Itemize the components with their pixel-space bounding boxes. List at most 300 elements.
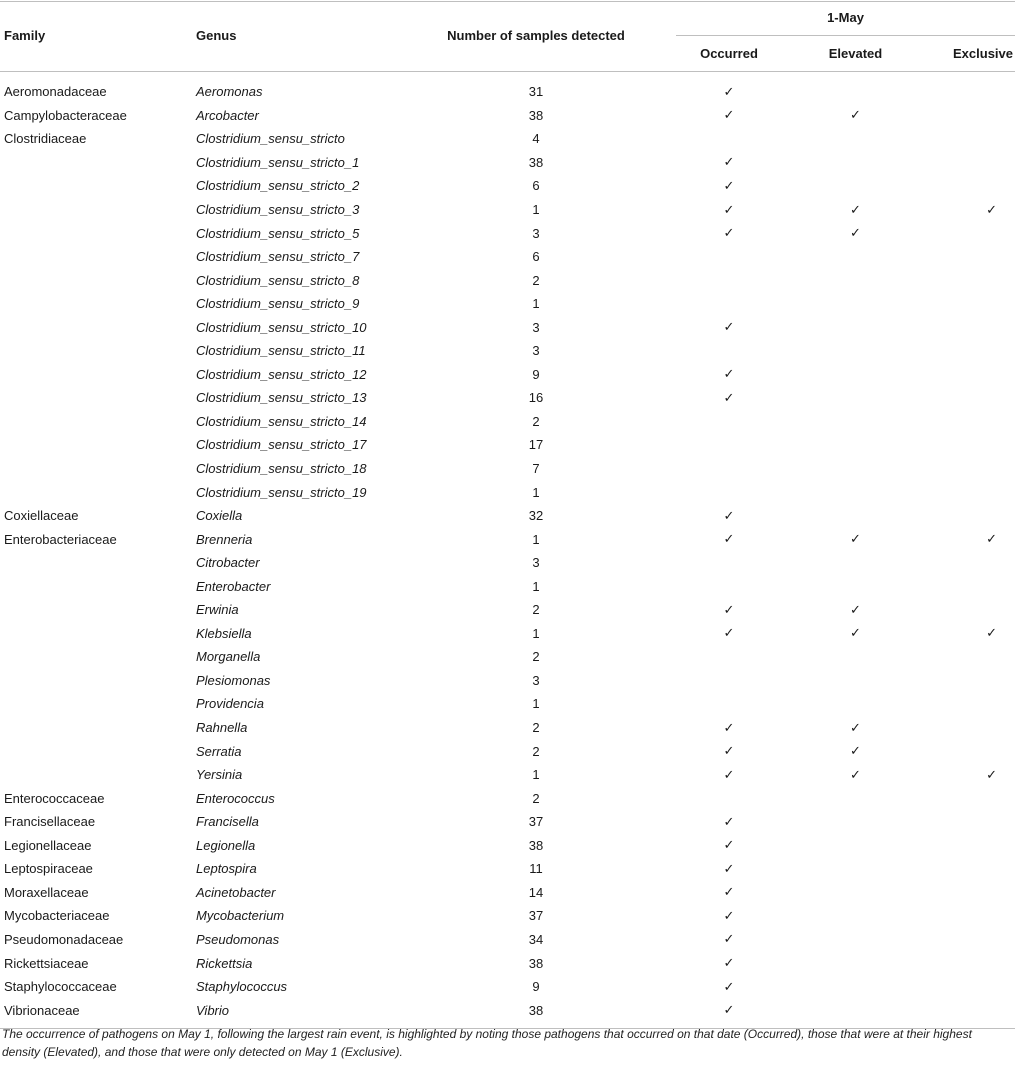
cell-exclusive [929, 716, 1015, 740]
cell-samples: 2 [532, 720, 540, 736]
table-row [0, 315, 1015, 339]
genus-name: Plesiomonas [196, 672, 271, 688]
header-genus: Genus [196, 28, 237, 43]
cell-genus [196, 786, 396, 810]
genus-name: Francisella [196, 814, 259, 830]
genus-name: Yersinia [196, 767, 243, 783]
cell-genus [196, 669, 396, 693]
table-row [0, 198, 1015, 222]
cell-elevated: ✓ [850, 743, 861, 759]
cell-occurred: ✓ [723, 154, 735, 170]
table-row [0, 504, 1015, 528]
cell-exclusive [929, 598, 1015, 622]
table-row [0, 363, 1015, 387]
table-row [0, 574, 1015, 598]
cell-occurred: ✓ [723, 884, 735, 900]
cell-occurred: ✓ [723, 177, 735, 193]
cell-exclusive [929, 174, 1015, 198]
table-row [0, 881, 1015, 905]
genus-name: Erwinia [196, 602, 239, 618]
cell-family [0, 386, 196, 410]
genus-name: Clostridium_sensu_stricto_1 [196, 154, 360, 170]
cell-family [0, 551, 196, 575]
cell-family: Coxiellaceae [4, 508, 79, 524]
cell-genus [196, 975, 396, 999]
cell-family [0, 645, 196, 669]
cell-genus [196, 315, 396, 339]
cell-family [0, 363, 196, 387]
table-row [0, 410, 1015, 434]
table-row [0, 904, 1015, 928]
cell-genus [196, 951, 396, 975]
cell-elevated [782, 810, 929, 834]
cell-genus [196, 151, 396, 175]
cell-occurred [676, 292, 782, 316]
cell-elevated [782, 645, 929, 669]
cell-family [0, 480, 196, 504]
cell-occurred [676, 268, 782, 292]
cell-genus [196, 198, 396, 222]
table-row [0, 951, 1015, 975]
cell-elevated [782, 574, 929, 598]
cell-genus [196, 433, 396, 457]
cell-samples: 38 [396, 998, 676, 1028]
cell-family [0, 598, 196, 622]
cell-elevated: ✓ [850, 531, 861, 547]
genus-name: Pseudomonas [196, 931, 280, 947]
cell-exclusive [929, 104, 1015, 128]
cell-samples: 3 [532, 319, 540, 335]
cell-family [0, 692, 196, 716]
genus-name: Providencia [196, 696, 264, 712]
cell-occurred: ✓ [723, 507, 735, 523]
table-row [0, 598, 1015, 622]
cell-family [0, 669, 196, 693]
cell-elevated [782, 669, 929, 693]
genus-name: Citrobacter [196, 555, 260, 571]
cell-genus [196, 881, 396, 905]
cell-samples: 3 [532, 672, 540, 688]
cell-genus [196, 716, 396, 740]
cell-occurred: ✓ [723, 837, 735, 853]
cell-samples: 3 [532, 555, 540, 571]
genus-name: Clostridium_sensu_stricto_12 [196, 366, 367, 382]
cell-family [0, 433, 196, 457]
genus-name: Clostridium_sensu_stricto_10 [196, 319, 367, 335]
cell-exclusive [929, 127, 1015, 151]
table-row [0, 998, 1015, 1028]
cell-genus [196, 410, 396, 434]
cell-elevated [782, 480, 929, 504]
table-row [0, 716, 1015, 740]
cell-occurred: ✓ [723, 907, 735, 923]
cell-exclusive [929, 315, 1015, 339]
cell-elevated [782, 951, 929, 975]
table-row [0, 104, 1015, 128]
cell-occurred: ✓ [723, 860, 735, 876]
cell-exclusive [929, 739, 1015, 763]
genus-name: Clostridium_sensu_stricto_11 [196, 343, 366, 359]
cell-exclusive [929, 975, 1015, 999]
cell-occurred: ✓ [723, 955, 735, 970]
table-row [0, 810, 1015, 834]
cell-occurred [676, 480, 782, 504]
cell-samples: 3 [532, 343, 540, 359]
cell-exclusive [929, 857, 1015, 881]
table-row [0, 127, 1015, 151]
cell-exclusive [929, 669, 1015, 693]
genus-name: Brenneria [196, 531, 253, 547]
cell-family [0, 763, 196, 787]
cell-family: Francisellaceae [4, 814, 96, 830]
table-row [0, 457, 1015, 481]
cell-genus [196, 739, 396, 763]
cell-samples: 1 [532, 767, 540, 783]
cell-family: Clostridiaceae [4, 131, 87, 147]
cell-occurred [676, 127, 782, 151]
cell-exclusive [929, 339, 1015, 363]
cell-occurred: ✓ [723, 743, 735, 759]
cell-samples: 7 [532, 461, 540, 477]
genus-name: Clostridium_sensu_stricto_13 [196, 390, 367, 406]
cell-elevated [782, 881, 929, 905]
cell-occurred: ✓ [723, 978, 735, 994]
cell-samples: 1 [532, 531, 540, 547]
cell-exclusive [929, 480, 1015, 504]
cell-elevated [782, 786, 929, 810]
cell-genus [196, 622, 396, 646]
cell-exclusive [929, 834, 1015, 858]
cell-elevated [782, 692, 929, 716]
genus-name: Staphylococcus [196, 979, 288, 995]
cell-exclusive [929, 72, 1015, 104]
cell-elevated [782, 551, 929, 575]
cell-elevated [782, 292, 929, 316]
cell-samples: 1 [532, 202, 540, 217]
genus-name: Clostridium_sensu_stricto_3 [196, 202, 360, 217]
genus-name: Klebsiella [196, 625, 252, 641]
genus-name: Aeromonas [196, 84, 263, 100]
cell-samples: 38 [528, 955, 544, 971]
cell-samples: 3 [532, 225, 540, 241]
table-row [0, 221, 1015, 245]
cell-family: Moraxellaceae [4, 884, 89, 900]
cell-family: Campylobacteraceae [4, 107, 127, 123]
cell-genus [196, 480, 396, 504]
cell-elevated [782, 72, 929, 104]
table-body [0, 72, 1015, 1029]
header-group-may1: 1-May [676, 0, 1015, 36]
cell-samples: 2 [532, 790, 540, 806]
cell-exclusive [929, 386, 1015, 410]
cell-occurred: ✓ [723, 531, 735, 547]
cell-elevated [782, 410, 929, 434]
cell-samples: 14 [528, 884, 544, 900]
cell-exclusive [929, 881, 1015, 905]
cell-occurred: ✓ [723, 225, 735, 241]
table-row [0, 245, 1015, 269]
cell-occurred [676, 692, 782, 716]
table-row [0, 669, 1015, 693]
cell-genus [196, 904, 396, 928]
cell-samples: 6 [532, 178, 540, 194]
genus-name: Clostridium_sensu_stricto_2 [196, 178, 360, 194]
cell-family: Pseudomonadaceae [4, 931, 124, 947]
table-row [0, 268, 1015, 292]
cell-elevated [782, 834, 929, 858]
cell-samples: 1 [532, 296, 540, 312]
table-row [0, 292, 1015, 316]
cell-elevated [782, 857, 929, 881]
cell-occurred: ✓ [723, 813, 735, 829]
table-row [0, 433, 1015, 457]
genus-name: Clostridium_sensu_stricto_14 [196, 413, 367, 429]
cell-family [0, 457, 196, 481]
cell-occurred: ✓ [723, 366, 735, 382]
cell-family: Rickettsiaceae [4, 955, 89, 971]
cell-elevated [782, 433, 929, 457]
cell-occurred: ✓ [723, 389, 735, 405]
cell-family: Leptospiraceae [4, 861, 93, 877]
cell-family: Aeromonadaceae [4, 84, 107, 100]
genus-name: Clostridium_sensu_stricto_19 [196, 484, 367, 500]
cell-elevated [782, 386, 929, 410]
genus-name: Mycobacterium [196, 908, 285, 924]
cell-elevated: ✓ [850, 201, 861, 217]
cell-genus [196, 245, 396, 269]
table-row [0, 622, 1015, 646]
cell-elevated [782, 975, 929, 999]
cell-exclusive: ✓ [986, 201, 998, 217]
cell-genus [196, 645, 396, 669]
cell-exclusive [929, 928, 1015, 952]
cell-genus [196, 692, 396, 716]
cell-elevated: ✓ [850, 719, 861, 735]
cell-samples: 1 [532, 484, 540, 500]
table-header [0, 0, 1015, 72]
cell-exclusive [929, 410, 1015, 434]
cell-occurred: ✓ [723, 201, 735, 217]
cell-family [0, 245, 196, 269]
cell-exclusive [929, 551, 1015, 575]
cell-samples: 9 [532, 366, 540, 382]
table-row [0, 975, 1015, 999]
cell-genus [196, 72, 396, 104]
cell-family [0, 268, 196, 292]
cell-occurred: ✓ [723, 766, 735, 782]
cell-elevated [782, 339, 929, 363]
cell-elevated [782, 904, 929, 928]
genus-name: Legionella [196, 837, 256, 853]
genus-name: Clostridium_sensu_stricto [196, 131, 345, 147]
header-occurred: Occurred [700, 46, 758, 61]
table-row [0, 527, 1015, 551]
cell-elevated: ✓ [850, 601, 861, 617]
cell-samples: 2 [532, 413, 540, 429]
cell-occurred [676, 786, 782, 810]
cell-occurred: ✓ [723, 931, 735, 947]
cell-elevated [782, 174, 929, 198]
cell-exclusive [929, 221, 1015, 245]
cell-family [0, 716, 196, 740]
cell-family [0, 574, 196, 598]
cell-exclusive [929, 245, 1015, 269]
cell-family [0, 315, 196, 339]
cell-occurred [676, 669, 782, 693]
cell-exclusive [929, 692, 1015, 716]
table-row [0, 551, 1015, 575]
cell-family [0, 622, 196, 646]
cell-exclusive: ✓ [986, 625, 998, 641]
cell-elevated [782, 151, 929, 175]
cell-genus [196, 928, 396, 952]
cell-occurred: ✓ [723, 601, 735, 617]
cell-exclusive [929, 810, 1015, 834]
cell-samples: 1 [532, 625, 540, 641]
header-family: Family [4, 28, 46, 43]
genus-name: Clostridium_sensu_stricto_8 [196, 272, 360, 288]
cell-occurred: ✓ [723, 319, 735, 335]
table-row [0, 339, 1015, 363]
table-row [0, 151, 1015, 175]
cell-exclusive [929, 433, 1015, 457]
cell-genus [196, 268, 396, 292]
cell-samples: 2 [532, 272, 540, 288]
cell-elevated: ✓ [850, 107, 861, 123]
table-row [0, 786, 1015, 810]
cell-occurred [676, 645, 782, 669]
cell-genus [196, 998, 396, 1028]
cell-samples: 37 [528, 908, 544, 924]
cell-exclusive [929, 457, 1015, 481]
cell-family [0, 174, 196, 198]
cell-samples: 31 [528, 84, 544, 100]
genus-name: Serratia [196, 743, 242, 759]
cell-occurred [676, 410, 782, 434]
genus-name: Enterobacter [196, 578, 271, 594]
cell-occurred: ✓ [723, 107, 735, 123]
table-row [0, 386, 1015, 410]
cell-exclusive: ✓ [986, 766, 998, 782]
cell-samples: 32 [528, 508, 544, 524]
cell-genus [196, 457, 396, 481]
table-row [0, 857, 1015, 881]
cell-exclusive [929, 786, 1015, 810]
cell-samples: 16 [528, 390, 544, 406]
cell-occurred [676, 551, 782, 575]
genus-name: Arcobacter [196, 107, 259, 123]
cell-exclusive [929, 904, 1015, 928]
cell-elevated: ✓ [850, 625, 861, 641]
cell-elevated [782, 245, 929, 269]
table-row [0, 480, 1015, 504]
cell-elevated [782, 457, 929, 481]
cell-genus [196, 363, 396, 387]
cell-occurred [676, 574, 782, 598]
genus-name: Clostridium_sensu_stricto_17 [196, 437, 367, 453]
cell-genus [196, 504, 396, 528]
cell-family [0, 221, 196, 245]
cell-family [0, 410, 196, 434]
cell-elevated [782, 315, 929, 339]
cell-elevated [782, 127, 929, 151]
cell-samples: 38 [528, 154, 544, 170]
cell-samples: 2 [532, 602, 540, 618]
cell-elevated: ✓ [850, 766, 861, 782]
cell-exclusive [929, 268, 1015, 292]
genus-name: Clostridium_sensu_stricto_7 [196, 249, 360, 265]
cell-samples: 38 [528, 107, 544, 123]
cell-genus [196, 104, 396, 128]
cell-samples: 1 [532, 696, 540, 712]
cell-family: Mycobacteriaceae [4, 908, 110, 924]
genus-name: Morganella [196, 649, 261, 665]
cell-samples: 6 [532, 249, 540, 265]
cell-family [0, 151, 196, 175]
cell-samples: 38 [528, 837, 544, 853]
genus-name: Rickettsia [196, 955, 253, 971]
cell-exclusive [929, 951, 1015, 975]
cell-occurred [676, 457, 782, 481]
genus-name: Clostridium_sensu_stricto_9 [196, 296, 360, 312]
cell-family: Staphylococcaceae [4, 979, 117, 995]
table-footnote: The occurrence of pathogens on May 1, following the largest rain event, is highlighted by noting those pathogens that occurred on that date (Occurred), those that were at their highest density (Elevated), and those that were only detected on May 1 (Exclusive). [2, 1027, 972, 1059]
table-row [0, 928, 1015, 952]
cell-exclusive [929, 645, 1015, 669]
cell-samples: 2 [532, 649, 540, 665]
table-row [0, 72, 1015, 104]
cell-genus [196, 386, 396, 410]
cell-family: Legionellaceae [4, 837, 92, 853]
cell-family [0, 198, 196, 222]
cell-elevated [782, 504, 929, 528]
cell-occurred [676, 339, 782, 363]
cell-genus [196, 551, 396, 575]
cell-occurred: ✓ [723, 719, 735, 735]
cell-samples: 2 [532, 743, 540, 759]
cell-genus [196, 810, 396, 834]
table-row [0, 834, 1015, 858]
cell-family [0, 292, 196, 316]
cell-genus [196, 527, 396, 551]
cell-genus [196, 221, 396, 245]
genus-name: Vibrio [196, 1002, 230, 1018]
cell-family: Enterobacteriaceae [4, 531, 117, 547]
cell-genus [196, 292, 396, 316]
cell-genus [196, 574, 396, 598]
genus-name: Enterococcus [196, 790, 275, 806]
cell-occurred: ✓ [723, 83, 735, 99]
cell-genus [196, 174, 396, 198]
genus-name: Clostridium_sensu_stricto_5 [196, 225, 360, 241]
cell-occurred [676, 433, 782, 457]
cell-family [0, 339, 196, 363]
cell-genus [196, 339, 396, 363]
cell-exclusive [929, 292, 1015, 316]
header-exclusive: Exclusive [953, 46, 1014, 61]
cell-genus [196, 598, 396, 622]
cell-exclusive: ✓ [986, 531, 998, 547]
cell-exclusive [929, 363, 1015, 387]
genus-name: Leptospira [196, 861, 257, 877]
cell-genus [196, 857, 396, 881]
genus-name: Acinetobacter [196, 884, 276, 900]
cell-occurred: ✓ [676, 998, 782, 1028]
cell-elevated [782, 363, 929, 387]
cell-genus [196, 834, 396, 858]
cell-elevated [782, 928, 929, 952]
cell-samples: 11 [529, 861, 543, 877]
